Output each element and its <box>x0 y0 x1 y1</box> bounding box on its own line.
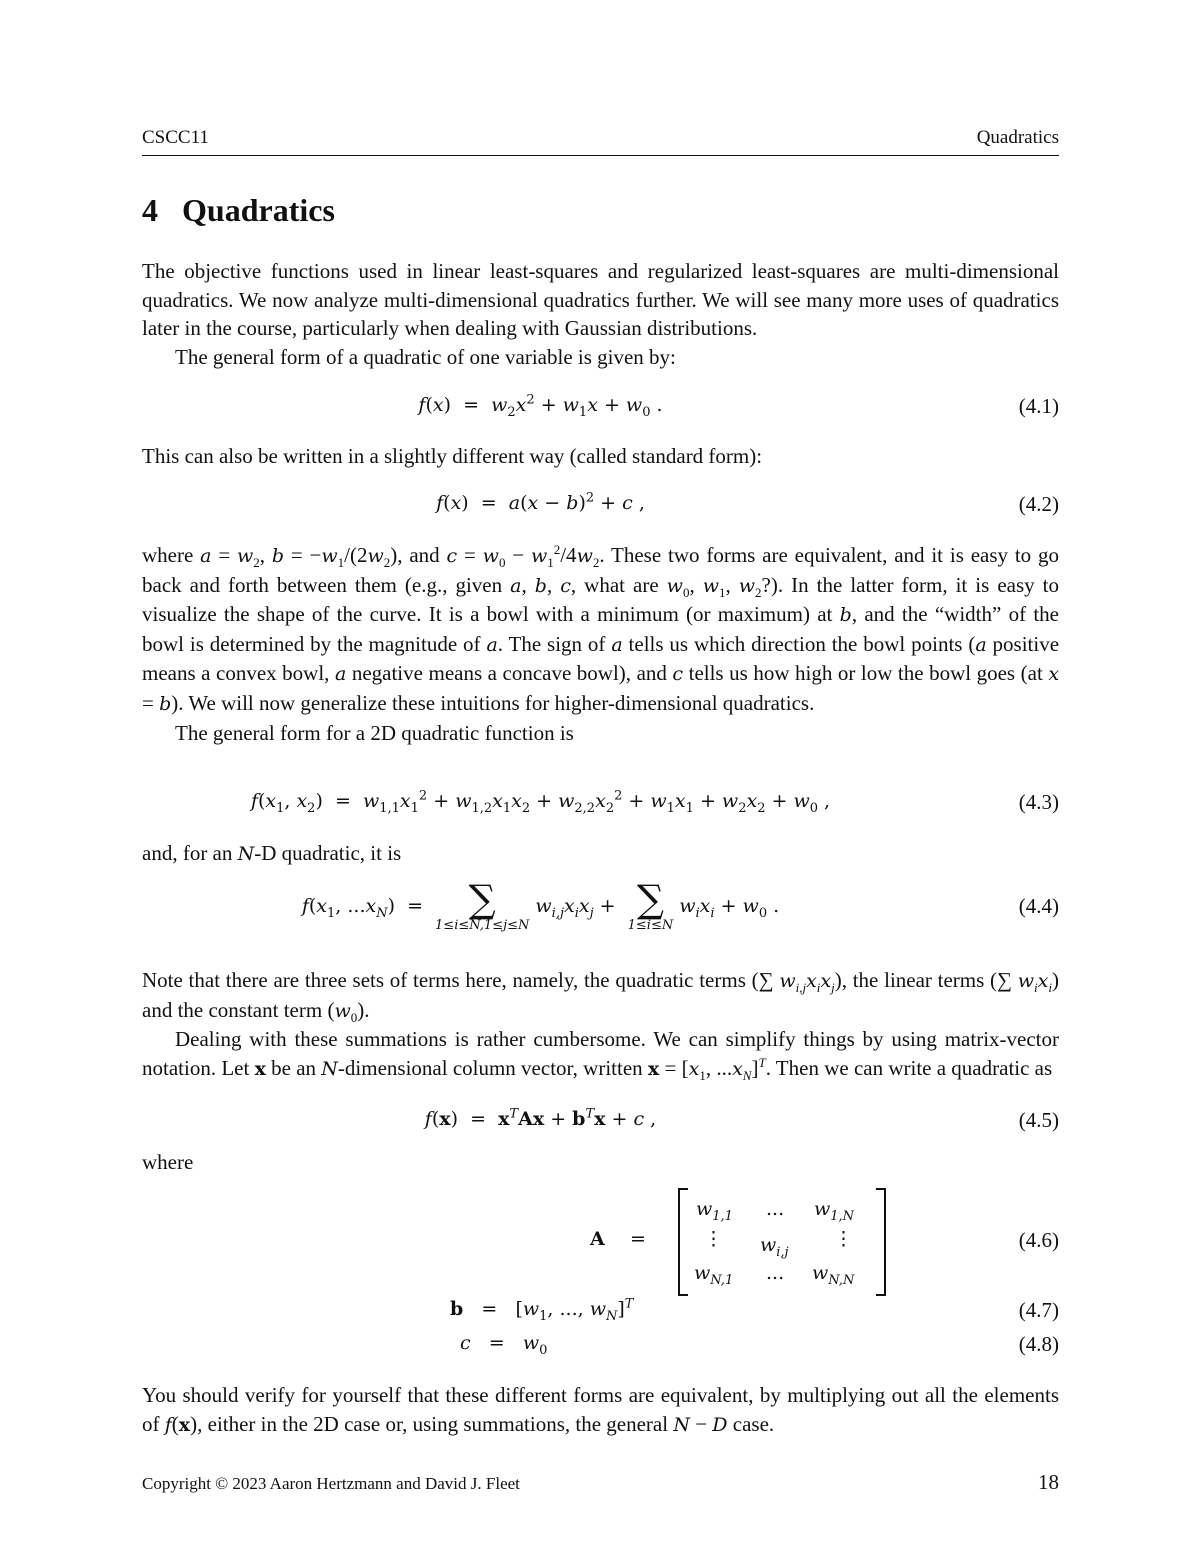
paragraph-5: The general form for a 2D quadratic function is <box>175 720 574 745</box>
matrix-cell: $w_{1,N}$ <box>814 1198 855 1224</box>
equation-number: (4.5) <box>1018 1108 1059 1132</box>
page-number: 18 <box>1038 1470 1059 1494</box>
paragraph-3-block <box>142 442 1059 471</box>
matrix-cell: $w_{1,1}$ <box>696 1198 733 1224</box>
paragraph-7: Note that there are three sets of terms here, namely, the quadratic terms (∑ $w_{i,j}x_ix_j$), the linear terms (∑ $w_ix_i$) and the constant term $(w_0)$. <box>142 968 1059 1025</box>
paragraph-4-block <box>142 541 1059 747</box>
paragraph-6: and, for an N-D quadratic, it is <box>142 841 402 865</box>
equation-body: $b = [w_1$, ..., $w_N]^T$ <box>450 1296 634 1324</box>
equation-body: $f(x_1$, $...x_N$) = ∑ 1≤i≤N,1≤j≤N $w_{i,j}x_ix_j$ + ∑ 1≤i≤N $w_ix_i + w_0$ . <box>301 877 780 933</box>
matrix-cell: ⋮ <box>704 1228 723 1250</box>
equation-number-4-6: (4.6) <box>1018 1228 1059 1252</box>
equals-sign: = <box>630 1228 646 1250</box>
matrix-cell: ... <box>766 1262 785 1284</box>
paragraph-6-block <box>142 839 1059 869</box>
paragraph-intro <box>142 257 1059 371</box>
equation-4-8 <box>142 1332 1059 1372</box>
paragraph-10: You should verify for yourself that these different forms are equivalent, by multiplying out all the elements of f(x), either in the 2D case or, using summations, the general N − D case. <box>142 1383 1059 1436</box>
equation-number: (4.3) <box>1018 790 1059 814</box>
matrix-A-symbol: A <box>590 1228 605 1250</box>
section-heading <box>142 192 335 229</box>
left-bracket <box>678 1188 688 1296</box>
equation-4-3 <box>142 790 1059 830</box>
equation-number: (4.4) <box>1018 894 1059 918</box>
equation-number: (4.1) <box>1018 394 1059 418</box>
matrix-cell: $w_{N,N}$ <box>812 1262 855 1288</box>
equation-body: $f(x) = x^TAx + b^Tx + c$ , <box>424 1106 657 1130</box>
equation-4-2 <box>142 492 1059 532</box>
paragraph-2: The general form of a quadratic of one variable is given by: <box>175 344 676 369</box>
paragraph-10-block <box>142 1381 1059 1439</box>
equation-4-5 <box>142 1108 1059 1148</box>
page-footer <box>142 1470 1059 1495</box>
equation-4-6-matrix <box>590 1188 910 1292</box>
equation-body: $c = w_0$ <box>460 1332 548 1358</box>
equation-body: $f(x) = w_2x^2 + w_1x + w_0$ . <box>418 392 663 420</box>
paragraph-9-block <box>142 1148 1059 1177</box>
copyright-notice: Copyright © 2023 Aaron Hertzmann and David J. Fleet <box>142 1474 520 1493</box>
paragraph-1: The objective functions used in linear least-squares and regularized least-squares are multi-dimensional quadratics. We now analyze multi-dimensional quadratics further. We will see many more uses of quadratics later in the course, particularly when dealing with Gaussian distributions. <box>142 259 1059 341</box>
summation-operator: ∑ 1≤i≤N,1≤j≤N <box>435 877 530 933</box>
document-page <box>142 0 1059 1553</box>
equation-number: (4.7) <box>1018 1298 1059 1322</box>
paragraph-7-block <box>142 966 1059 1083</box>
running-header <box>142 127 1059 156</box>
equation-body: $f(x) = a(x - b)^2 + c$ , <box>436 490 645 514</box>
header-course: CSCC11 <box>142 127 209 148</box>
equation-4-4 <box>142 877 1059 944</box>
matrix-cell: ... <box>766 1198 785 1220</box>
paragraph-4: where $a = w_2$, $b = -w_1/(2w_2)$, and $c = w_0 - w_1^2/4w_2$. These two forms are equivalent, and it is easy to go back and forth between them (e.g., given a, b, c, what are $w_0$, $w_1$, $w_2$?). In the latter form, it is easy to visualize the shape of the curve. It is a bowl with a minimum (or maximum) at b, and the “width” of the bowl is determined by the magnitude of a. The sign of a tells us which direction the bowl points (a positive means a convex bowl, a negative means a concave bowl), and c tells us how high or low the bowl goes (at x = b). We will now generalize these intuitions for higher-dimensional quadratics. <box>142 542 1060 715</box>
paragraph-3: This can also be written in a slightly different way (called standard form): <box>142 444 763 468</box>
equation-number: (4.8) <box>1018 1332 1059 1356</box>
matrix-cell: ⋮ <box>834 1228 853 1250</box>
summation-operator: ∑ 1≤i≤N <box>627 877 674 933</box>
equation-body: $f(x_1$, $x_2) = w_{1,1}x_1^2 + w_{1,2}x_1x_2 + w_{2,2}x_2^2 + w_1x_1 + w_2x_2 + w_0$ , <box>250 788 831 816</box>
header-chapter: Quadratics <box>976 127 1059 148</box>
section-number: 4 <box>142 192 158 228</box>
matrix-cell: $w_{N,1}$ <box>694 1262 734 1288</box>
paragraph-9: where <box>142 1150 194 1174</box>
paragraph-8: Dealing with these summations is rather cumbersome. We can simplify things by using matrix-vector notation. Let x be an N-dimensional column vector, written $x = [x_1$, $...x_N]^T$. Then we can write a quadratic as <box>142 1027 1059 1083</box>
section-title: Quadratics <box>182 192 335 228</box>
equation-4-1 <box>142 394 1059 434</box>
right-bracket <box>876 1188 886 1296</box>
equation-number: (4.2) <box>1018 492 1059 516</box>
matrix-cell: $w_{i,j}$ <box>760 1234 789 1260</box>
